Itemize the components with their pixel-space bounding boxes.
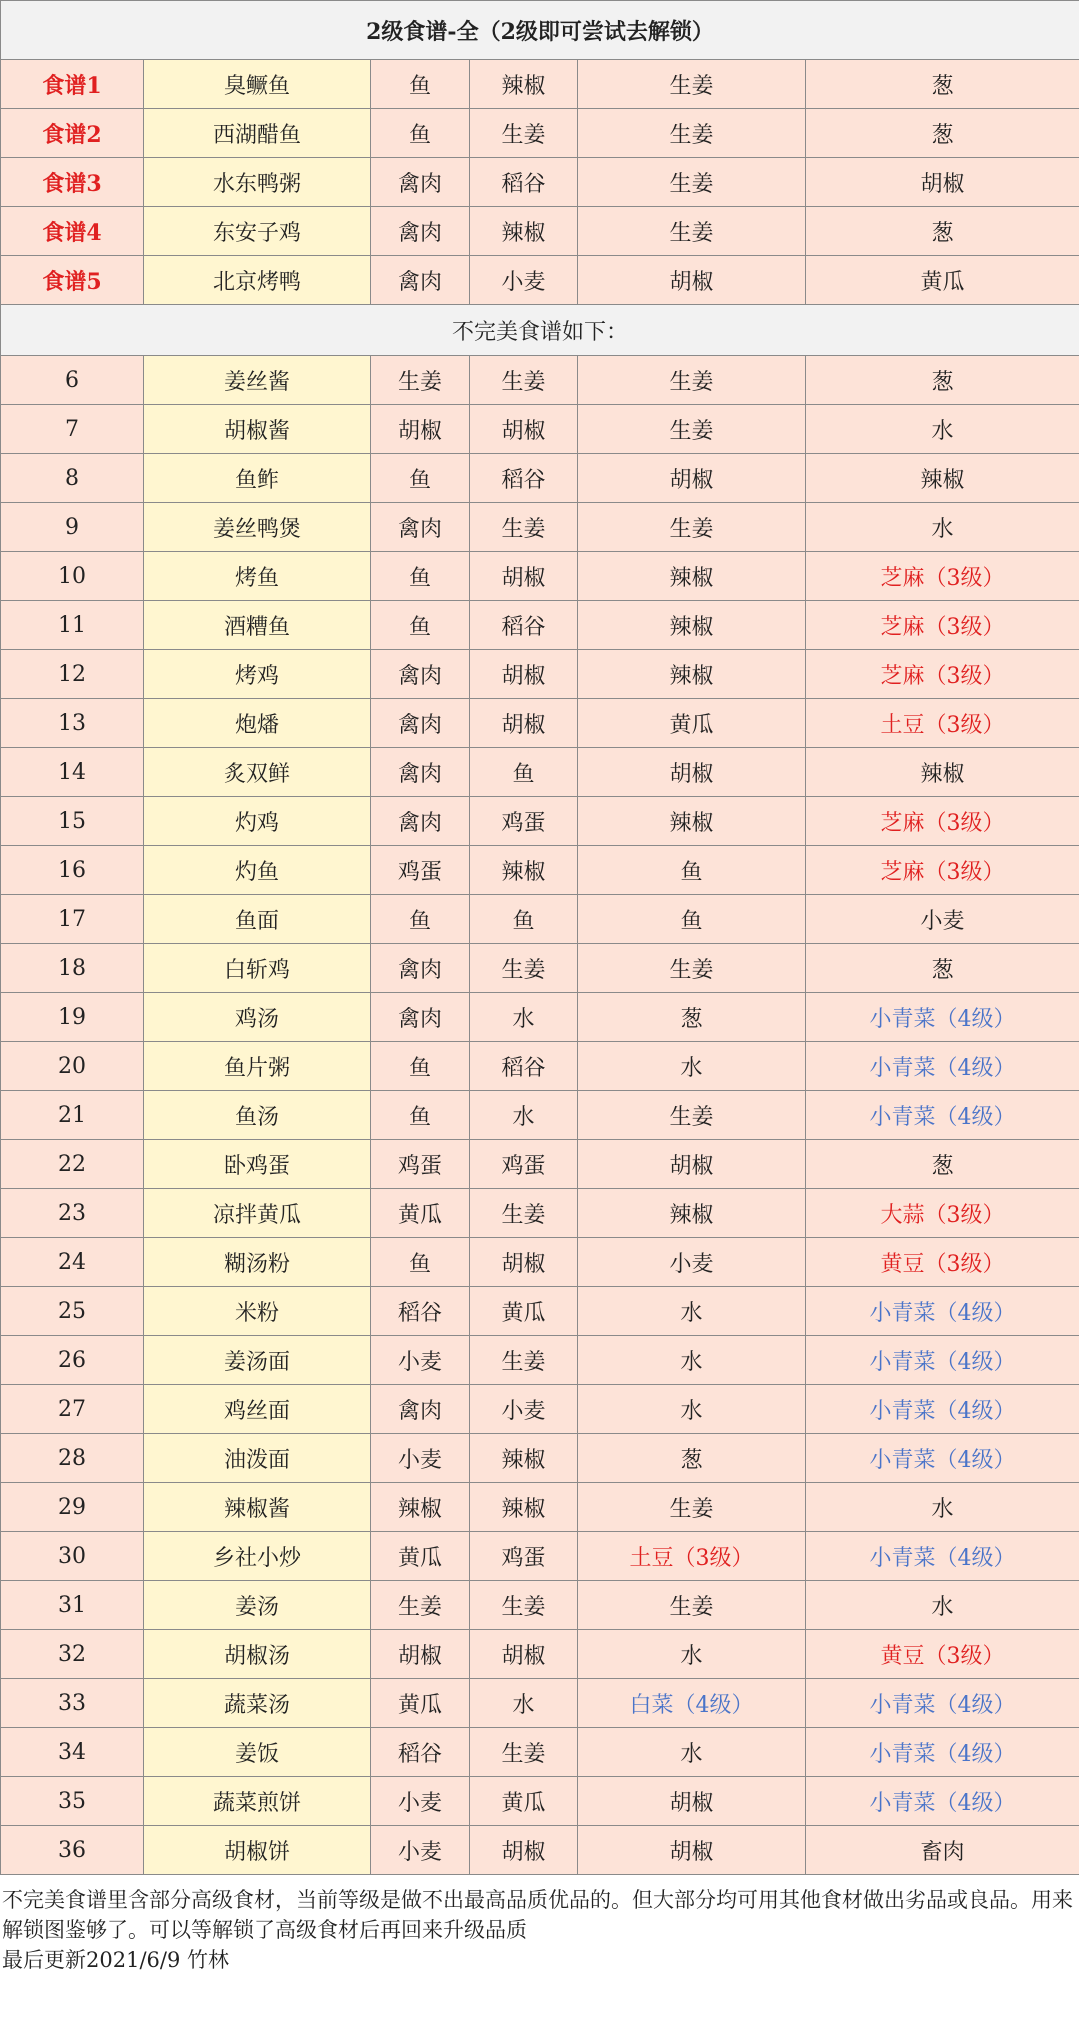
ingredient-1: 辣椒: [371, 1483, 470, 1532]
ingredient-4: 辣椒: [806, 454, 1079, 503]
ingredient-4: 小青菜（4级）: [806, 1728, 1079, 1777]
ingredient-2: 生姜: [470, 503, 578, 552]
table-row: [1, 1679, 1079, 1728]
ingredient-2: 水: [470, 993, 578, 1042]
recipe-id: 食谱4: [1, 207, 144, 256]
ingredient-3: 葱: [578, 993, 806, 1042]
recipe-id: 18: [1, 944, 144, 993]
recipe-name: 胡椒饼: [144, 1826, 371, 1875]
recipe-id: 32: [1, 1630, 144, 1679]
ingredient-1: 鱼: [371, 109, 470, 158]
ingredient-2: 辣椒: [470, 1434, 578, 1483]
ingredient-1: 鱼: [371, 1238, 470, 1287]
ingredient-3: 水: [578, 1385, 806, 1434]
ingredient-3: 生姜: [578, 1581, 806, 1630]
table-row: [1, 1287, 1079, 1336]
ingredient-3: 生姜: [578, 503, 806, 552]
table-row: [1, 1728, 1079, 1777]
recipe-id: 10: [1, 552, 144, 601]
table-row: [1, 1238, 1079, 1287]
recipe-name: 灼鱼: [144, 846, 371, 895]
ingredient-1: 禽肉: [371, 1385, 470, 1434]
ingredient-2: 胡椒: [470, 1630, 578, 1679]
recipe-id: 26: [1, 1336, 144, 1385]
ingredient-1: 稻谷: [371, 1287, 470, 1336]
recipe-name: 烤鸡: [144, 650, 371, 699]
recipe-id: 34: [1, 1728, 144, 1777]
ingredient-1: 鱼: [371, 552, 470, 601]
footer: [0, 1875, 1079, 1975]
recipe-id: 食谱5: [1, 256, 144, 305]
ingredient-3: 生姜: [578, 944, 806, 993]
recipe-name: 酒糟鱼: [144, 601, 371, 650]
ingredient-3: 鱼: [578, 895, 806, 944]
ingredient-4: 葱: [806, 60, 1079, 109]
ingredient-4: 小麦: [806, 895, 1079, 944]
recipe-id: 7: [1, 405, 144, 454]
ingredient-3: 生姜: [578, 1091, 806, 1140]
recipe-name: 炮燔: [144, 699, 371, 748]
table-row: [1, 1777, 1079, 1826]
footer-note: 不完美食谱里含部分高级食材，当前等级是做不出最高品质优品的。但大部分均可用其他食材做出劣品或良品。用来解锁图鉴够了。可以等解锁了高级食材后再回来升级品质: [2, 1888, 1073, 1942]
table-row: [1, 1581, 1079, 1630]
ingredient-1: 生姜: [371, 356, 470, 405]
table-row: [1, 1826, 1079, 1875]
table-row: [1, 1042, 1079, 1091]
ingredient-4: 黄豆（3级）: [806, 1238, 1079, 1287]
ingredient-4: 葱: [806, 207, 1079, 256]
ingredient-4: 黄瓜: [806, 256, 1079, 305]
ingredient-4: 畜肉: [806, 1826, 1079, 1875]
ingredient-4: 小青菜（4级）: [806, 1679, 1079, 1728]
recipe-name: 胡椒酱: [144, 405, 371, 454]
recipe-id: 35: [1, 1777, 144, 1826]
ingredient-2: 稻谷: [470, 601, 578, 650]
ingredient-4: 芝麻（3级）: [806, 601, 1079, 650]
ingredient-1: 鸡蛋: [371, 1140, 470, 1189]
ingredient-2: 辣椒: [470, 846, 578, 895]
table-row: [1, 207, 1079, 256]
table-row: [1, 1483, 1079, 1532]
ingredient-4: 芝麻（3级）: [806, 552, 1079, 601]
ingredient-3: 生姜: [578, 207, 806, 256]
ingredient-2: 鸡蛋: [470, 797, 578, 846]
recipe-name: 姜饭: [144, 1728, 371, 1777]
ingredient-4: 小青菜（4级）: [806, 1042, 1079, 1091]
ingredient-3: 辣椒: [578, 650, 806, 699]
recipe-name: 白斩鸡: [144, 944, 371, 993]
ingredient-3: 辣椒: [578, 1189, 806, 1238]
ingredient-2: 生姜: [470, 109, 578, 158]
table-row: [1, 158, 1079, 207]
table-row: [1, 552, 1079, 601]
table-row: [1, 256, 1079, 305]
recipe-name: 鱼汤: [144, 1091, 371, 1140]
recipe-name: 鱼鲊: [144, 454, 371, 503]
table-row: [1, 356, 1079, 405]
recipe-name: 姜汤面: [144, 1336, 371, 1385]
recipe-id: 13: [1, 699, 144, 748]
ingredient-2: 生姜: [470, 1336, 578, 1385]
ingredient-2: 稻谷: [470, 1042, 578, 1091]
recipe-id: 19: [1, 993, 144, 1042]
ingredient-2: 黄瓜: [470, 1287, 578, 1336]
ingredient-3: 生姜: [578, 158, 806, 207]
ingredient-1: 禽肉: [371, 207, 470, 256]
ingredient-1: 稻谷: [371, 1728, 470, 1777]
ingredient-2: 辣椒: [470, 207, 578, 256]
ingredient-2: 辣椒: [470, 1483, 578, 1532]
ingredient-2: 小麦: [470, 256, 578, 305]
recipe-id: 16: [1, 846, 144, 895]
table-row: [1, 1091, 1079, 1140]
recipe-name: 糊汤粉: [144, 1238, 371, 1287]
recipe-id: 14: [1, 748, 144, 797]
recipe-id: 15: [1, 797, 144, 846]
recipe-name: 西湖醋鱼: [144, 109, 371, 158]
table-row: [1, 1385, 1079, 1434]
ingredient-2: 胡椒: [470, 699, 578, 748]
table-row: [1, 1336, 1079, 1385]
recipe-id: 食谱2: [1, 109, 144, 158]
ingredient-3: 辣椒: [578, 797, 806, 846]
recipe-name: 鱼面: [144, 895, 371, 944]
recipe-name: 东安子鸡: [144, 207, 371, 256]
table-row: [1, 944, 1079, 993]
ingredient-1: 禽肉: [371, 256, 470, 305]
table-row: [1, 699, 1079, 748]
ingredient-3: 小麦: [578, 1238, 806, 1287]
ingredient-4: 葱: [806, 356, 1079, 405]
ingredient-3: 胡椒: [578, 256, 806, 305]
table-row: [1, 797, 1079, 846]
table-row: [1, 1434, 1079, 1483]
ingredient-3: 生姜: [578, 60, 806, 109]
recipe-id: 9: [1, 503, 144, 552]
ingredient-1: 小麦: [371, 1826, 470, 1875]
recipe-id: 23: [1, 1189, 144, 1238]
recipe-id: 25: [1, 1287, 144, 1336]
ingredient-2: 生姜: [470, 944, 578, 993]
ingredient-3: 白菜（4级）: [578, 1679, 806, 1728]
ingredient-4: 大蒜（3级）: [806, 1189, 1079, 1238]
ingredient-2: 水: [470, 1679, 578, 1728]
ingredient-1: 鱼: [371, 895, 470, 944]
ingredient-1: 胡椒: [371, 1630, 470, 1679]
recipe-id: 食谱3: [1, 158, 144, 207]
ingredient-4: 芝麻（3级）: [806, 650, 1079, 699]
ingredient-4: 小青菜（4级）: [806, 1336, 1079, 1385]
table-row: [1, 993, 1079, 1042]
recipe-name: 油泼面: [144, 1434, 371, 1483]
recipe-name: 鱼片粥: [144, 1042, 371, 1091]
ingredient-2: 生姜: [470, 1728, 578, 1777]
recipe-name: 烤鱼: [144, 552, 371, 601]
ingredient-1: 胡椒: [371, 405, 470, 454]
recipe-name: 辣椒酱: [144, 1483, 371, 1532]
imperfect-section-title: 不完美食谱如下：: [1, 305, 1079, 356]
table-row: [1, 601, 1079, 650]
ingredient-2: 鸡蛋: [470, 1532, 578, 1581]
ingredient-3: 生姜: [578, 1483, 806, 1532]
recipe-id: 食谱1: [1, 60, 144, 109]
ingredient-4: 小青菜（4级）: [806, 1434, 1079, 1483]
recipe-name: 乡社小炒: [144, 1532, 371, 1581]
recipe-name: 炙双鲜: [144, 748, 371, 797]
ingredient-4: 芝麻（3级）: [806, 846, 1079, 895]
ingredient-4: 小青菜（4级）: [806, 993, 1079, 1042]
ingredient-3: 辣椒: [578, 601, 806, 650]
recipe-id: 27: [1, 1385, 144, 1434]
table-row: [1, 1630, 1079, 1679]
ingredient-1: 黄瓜: [371, 1679, 470, 1728]
table-row: [1, 748, 1079, 797]
ingredient-2: 鱼: [470, 748, 578, 797]
ingredient-2: 水: [470, 1091, 578, 1140]
ingredient-4: 芝麻（3级）: [806, 797, 1079, 846]
ingredient-4: 小青菜（4级）: [806, 1385, 1079, 1434]
ingredient-1: 禽肉: [371, 993, 470, 1042]
ingredient-4: 小青菜（4级）: [806, 1532, 1079, 1581]
recipe-name: 北京烤鸭: [144, 256, 371, 305]
ingredient-3: 鱼: [578, 846, 806, 895]
recipe-id: 8: [1, 454, 144, 503]
recipe-name: 蔬菜煎饼: [144, 1777, 371, 1826]
ingredient-4: 小青菜（4级）: [806, 1091, 1079, 1140]
recipe-id: 17: [1, 895, 144, 944]
recipe-name: 米粉: [144, 1287, 371, 1336]
ingredient-2: 黄瓜: [470, 1777, 578, 1826]
ingredient-1: 黄瓜: [371, 1532, 470, 1581]
ingredient-1: 禽肉: [371, 650, 470, 699]
ingredient-1: 禽肉: [371, 503, 470, 552]
recipe-id: 12: [1, 650, 144, 699]
ingredient-1: 禽肉: [371, 699, 470, 748]
ingredient-4: 小青菜（4级）: [806, 1287, 1079, 1336]
ingredient-2: 稻谷: [470, 454, 578, 503]
table-row: [1, 846, 1079, 895]
ingredient-3: 胡椒: [578, 1140, 806, 1189]
recipe-id: 36: [1, 1826, 144, 1875]
recipe-name: 鸡丝面: [144, 1385, 371, 1434]
ingredient-3: 胡椒: [578, 1826, 806, 1875]
ingredient-2: 胡椒: [470, 552, 578, 601]
recipe-name: 灼鸡: [144, 797, 371, 846]
ingredient-2: 稻谷: [470, 158, 578, 207]
footer-updated: 最后更新2021/6/9 竹林: [2, 1948, 229, 1972]
ingredient-1: 禽肉: [371, 158, 470, 207]
recipe-name: 臭鳜鱼: [144, 60, 371, 109]
ingredient-3: 水: [578, 1630, 806, 1679]
ingredient-2: 生姜: [470, 356, 578, 405]
ingredient-2: 鸡蛋: [470, 1140, 578, 1189]
recipe-id: 24: [1, 1238, 144, 1287]
ingredient-3: 水: [578, 1287, 806, 1336]
ingredient-3: 黄瓜: [578, 699, 806, 748]
recipe-name: 鸡汤: [144, 993, 371, 1042]
ingredient-1: 鱼: [371, 1042, 470, 1091]
recipe-name: 水东鸭粥: [144, 158, 371, 207]
ingredient-2: 胡椒: [470, 1238, 578, 1287]
ingredient-4: 葱: [806, 1140, 1079, 1189]
ingredient-4: 胡椒: [806, 158, 1079, 207]
table-row: [1, 405, 1079, 454]
ingredient-3: 生姜: [578, 356, 806, 405]
recipe-id: 20: [1, 1042, 144, 1091]
recipe-name: 蔬菜汤: [144, 1679, 371, 1728]
ingredient-4: 葱: [806, 109, 1079, 158]
ingredient-3: 水: [578, 1728, 806, 1777]
section-row: [1, 305, 1079, 356]
ingredient-2: 胡椒: [470, 1826, 578, 1875]
ingredient-2: 胡椒: [470, 405, 578, 454]
ingredient-3: 胡椒: [578, 1777, 806, 1826]
ingredient-4: 黄豆（3级）: [806, 1630, 1079, 1679]
ingredient-1: 鱼: [371, 60, 470, 109]
ingredient-2: 胡椒: [470, 650, 578, 699]
table-title: 2级食谱-全（2级即可尝试去解锁）: [1, 1, 1079, 60]
ingredient-2: 生姜: [470, 1581, 578, 1630]
table-row: [1, 454, 1079, 503]
ingredient-4: 小青菜（4级）: [806, 1777, 1079, 1826]
table-row: [1, 650, 1079, 699]
recipe-name: 姜丝鸭煲: [144, 503, 371, 552]
ingredient-4: 土豆（3级）: [806, 699, 1079, 748]
ingredient-4: 葱: [806, 944, 1079, 993]
ingredient-3: 水: [578, 1042, 806, 1091]
recipe-id: 28: [1, 1434, 144, 1483]
recipe-id: 29: [1, 1483, 144, 1532]
recipe-name: 凉拌黄瓜: [144, 1189, 371, 1238]
ingredient-1: 禽肉: [371, 797, 470, 846]
ingredient-3: 葱: [578, 1434, 806, 1483]
ingredient-2: 小麦: [470, 1385, 578, 1434]
table-row: [1, 1532, 1079, 1581]
recipe-name: 卧鸡蛋: [144, 1140, 371, 1189]
table-row: [1, 60, 1079, 109]
ingredient-1: 小麦: [371, 1777, 470, 1826]
ingredient-1: 黄瓜: [371, 1189, 470, 1238]
ingredient-2: 辣椒: [470, 60, 578, 109]
recipe-name: 姜汤: [144, 1581, 371, 1630]
ingredient-1: 生姜: [371, 1581, 470, 1630]
recipe-id: 31: [1, 1581, 144, 1630]
recipe-id: 30: [1, 1532, 144, 1581]
recipe-id: 6: [1, 356, 144, 405]
ingredient-1: 小麦: [371, 1336, 470, 1385]
ingredient-1: 鸡蛋: [371, 846, 470, 895]
ingredient-1: 禽肉: [371, 944, 470, 993]
ingredient-1: 鱼: [371, 1091, 470, 1140]
ingredient-4: 辣椒: [806, 748, 1079, 797]
ingredient-3: 胡椒: [578, 748, 806, 797]
recipe-id: 22: [1, 1140, 144, 1189]
ingredient-2: 生姜: [470, 1189, 578, 1238]
ingredient-4: 水: [806, 1581, 1079, 1630]
ingredient-1: 鱼: [371, 454, 470, 503]
table-row: [1, 1140, 1079, 1189]
table-row: [1, 895, 1079, 944]
table-row: [1, 503, 1079, 552]
recipe-name: 姜丝酱: [144, 356, 371, 405]
ingredient-1: 禽肉: [371, 748, 470, 797]
ingredient-1: 小麦: [371, 1434, 470, 1483]
ingredient-2: 鱼: [470, 895, 578, 944]
table-row: [1, 109, 1079, 158]
recipe-id: 11: [1, 601, 144, 650]
table-row: [1, 1189, 1079, 1238]
ingredient-3: 生姜: [578, 405, 806, 454]
ingredient-4: 水: [806, 503, 1079, 552]
ingredient-4: 水: [806, 1483, 1079, 1532]
recipe-name: 胡椒汤: [144, 1630, 371, 1679]
ingredient-3: 土豆（3级）: [578, 1532, 806, 1581]
recipe-id: 21: [1, 1091, 144, 1140]
ingredient-3: 生姜: [578, 109, 806, 158]
ingredient-1: 鱼: [371, 601, 470, 650]
recipe-id: 33: [1, 1679, 144, 1728]
ingredient-3: 胡椒: [578, 454, 806, 503]
ingredient-3: 辣椒: [578, 552, 806, 601]
ingredient-4: 水: [806, 405, 1079, 454]
ingredient-3: 水: [578, 1336, 806, 1385]
